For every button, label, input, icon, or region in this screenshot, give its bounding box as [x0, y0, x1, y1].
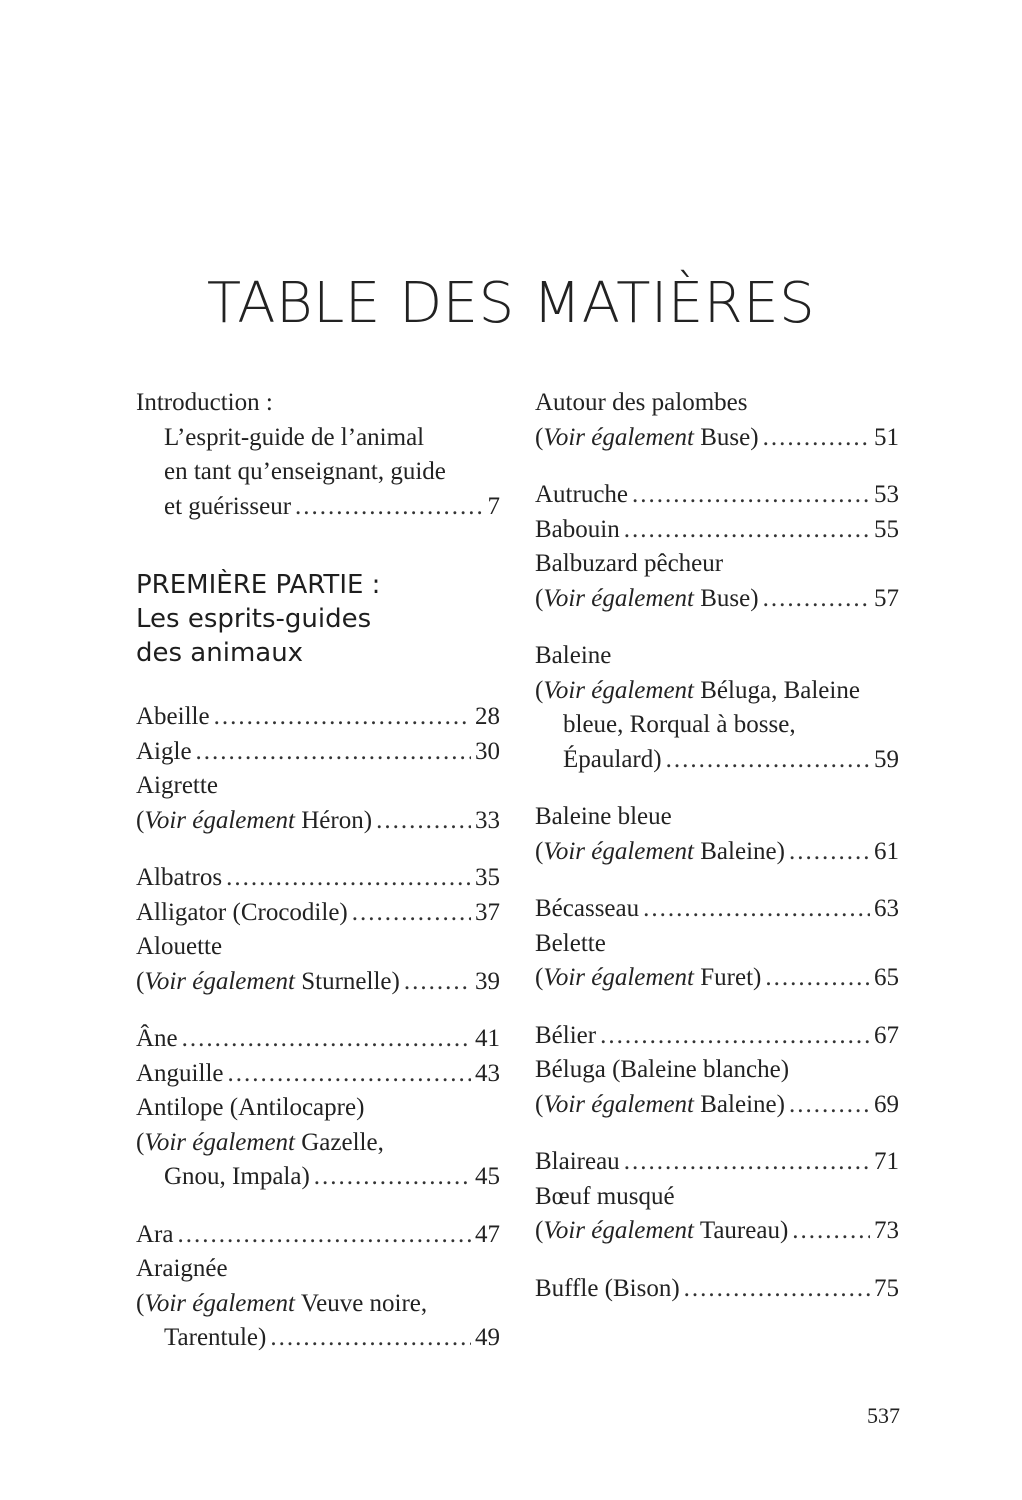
part-heading-line: Les esprits-guides — [136, 604, 372, 634]
page-title: TABLE DES MATIÈRES — [206, 271, 816, 336]
toc-entry-blaireau[interactable] — [535, 1145, 899, 1180]
leader-dots — [789, 1088, 870, 1123]
leader-dots — [314, 1160, 471, 1195]
leader-dots — [632, 478, 870, 513]
see-also-label: Voir également — [543, 1217, 694, 1244]
toc-entry-autruche[interactable] — [535, 478, 899, 513]
see-also-target: Gazelle, — [301, 1128, 384, 1156]
see-also-label: Voir également — [543, 423, 694, 451]
toc-entry-alouette[interactable] — [136, 930, 500, 999]
entry-name: Anguille — [136, 1059, 224, 1087]
page-number: 35 — [475, 864, 500, 891]
toc-entry-belier[interactable] — [535, 1019, 899, 1054]
leader-dots — [643, 892, 870, 927]
entry-line: L’esprit-guide de l’animal — [164, 423, 425, 451]
see-also-label: Voir également — [144, 967, 295, 995]
leader-dots — [214, 700, 471, 735]
page-number: 67 — [874, 1021, 899, 1049]
leader-dots — [404, 965, 471, 1000]
toc-entry-baleine[interactable] — [535, 639, 899, 777]
see-also-target: Baleine — [700, 1090, 777, 1118]
entry-name: Autruche — [535, 481, 629, 508]
page-number: 71 — [874, 1148, 899, 1175]
entry-name: Abeille — [136, 703, 210, 730]
see-also: (Voir également Gazelle, — [136, 1128, 384, 1156]
entry-name: Albatros — [136, 864, 223, 891]
page-number: 75 — [874, 1274, 899, 1302]
see-also-target: Veuve noire, — [300, 1289, 428, 1317]
leader-dots — [792, 1214, 870, 1249]
see-also-label: Voir également — [543, 1090, 694, 1118]
see-also-target: Gnou, Impala — [164, 1163, 302, 1190]
page-folio: 537 — [867, 1403, 900, 1428]
leader-dots — [624, 1145, 870, 1180]
leader-dots — [352, 896, 471, 931]
entry-name: Araignée — [136, 1255, 228, 1282]
see-also-continued: bleue, Rorqual à bosse, — [563, 711, 796, 738]
see-also-target: Buse — [700, 423, 751, 451]
see-also: (Voir également Héron) — [136, 806, 373, 834]
see-also-target: Taureau — [699, 1217, 780, 1244]
see-also-target: Épaulard — [563, 745, 654, 773]
see-also-label: Voir également — [543, 676, 694, 704]
entry-name: Alligator (Crocodile) — [136, 898, 348, 926]
see-also-target: Héron — [301, 806, 364, 834]
page-number: 61 — [874, 837, 899, 865]
page-number: 30 — [475, 737, 500, 765]
see-also-continued: Gnou, Impala) — [164, 1163, 310, 1190]
toc-entry-aigle[interactable] — [136, 735, 500, 770]
see-also: (Voir également Baleine) — [535, 837, 785, 865]
toc-entry-araignee[interactable] — [136, 1252, 500, 1356]
toc-left-column — [136, 386, 500, 1356]
page-number: 45 — [475, 1163, 500, 1190]
see-also: (Voir également Furet) — [535, 964, 762, 991]
toc-entry-ane[interactable] — [136, 1022, 500, 1057]
part-heading — [136, 568, 500, 670]
leader-dots — [763, 582, 870, 617]
toc-entry-alligator[interactable] — [136, 896, 500, 931]
toc-entry-albatros[interactable] — [136, 861, 500, 896]
see-also-label: Voir également — [543, 584, 694, 612]
leader-dots — [270, 1321, 471, 1356]
entry-name: Aigrette — [136, 772, 218, 799]
entry-name: Balbuzard pêcheur — [535, 550, 724, 577]
entry-name: Blaireau — [535, 1148, 620, 1175]
see-also-target: Sturnelle — [301, 967, 392, 995]
entry-name: Béluga (Baleine blanche) — [535, 1056, 790, 1083]
leader-dots — [624, 513, 870, 548]
page-number: 69 — [874, 1090, 899, 1118]
toc-entry-baleine-bleue[interactable] — [535, 800, 899, 869]
entry-line: en tant qu’enseignant, guide — [164, 458, 446, 485]
page-number: 41 — [475, 1025, 500, 1052]
page-number: 33 — [475, 806, 500, 834]
toc-entry-beluga[interactable] — [535, 1053, 899, 1122]
leader-dots — [295, 490, 483, 525]
entry-name: Belette — [535, 929, 606, 957]
part-heading-line: PREMIÈRE PARTIE : — [136, 570, 381, 600]
toc-entry-babouin[interactable] — [535, 513, 899, 548]
part-heading-line: des animaux — [136, 638, 304, 668]
see-also-label: Voir également — [144, 1289, 295, 1317]
see-also: (Voir également Baleine) — [535, 1090, 785, 1118]
entry-name: Bélier — [535, 1021, 597, 1049]
see-also-target: Tarentule — [164, 1324, 259, 1351]
entry-name: Âne — [136, 1025, 178, 1052]
see-also-continued: Tarentule) — [164, 1324, 267, 1351]
leader-dots — [177, 1218, 471, 1253]
see-also-label: Voir également — [144, 806, 295, 834]
page-number: 49 — [475, 1324, 500, 1351]
toc-right-column — [535, 386, 899, 1306]
see-also: (Voir également Béluga, Baleine — [535, 676, 860, 704]
leader-dots — [182, 1022, 471, 1057]
toc-entry-becasseau[interactable] — [535, 892, 899, 927]
page-number: 65 — [874, 964, 899, 991]
see-also: (Voir également Sturnelle) — [136, 967, 400, 995]
leader-dots — [765, 961, 870, 996]
entry-name: Antilope (Antilocapre) — [136, 1094, 365, 1121]
toc-entry-introduction[interactable] — [136, 386, 500, 524]
see-also-target: Baleine — [700, 837, 777, 865]
page-number: 37 — [475, 898, 500, 926]
leader-dots — [600, 1019, 870, 1054]
see-also-target: Buse — [700, 584, 751, 612]
entry-name: Ara — [136, 1220, 174, 1248]
entry-label: Introduction : — [136, 389, 273, 416]
page-number: 51 — [874, 423, 899, 451]
page-number: 63 — [874, 895, 899, 922]
page-number: 57 — [874, 584, 899, 612]
entry-name: Alouette — [136, 933, 223, 960]
see-also-target: Béluga, Baleine — [700, 676, 860, 704]
see-also: (Voir également Buse) — [535, 584, 759, 612]
toc-entry-ara[interactable] — [136, 1218, 500, 1253]
page-number: 28 — [475, 703, 500, 730]
leader-dots — [228, 1057, 472, 1092]
page-number: 73 — [874, 1217, 899, 1244]
entry-name: Babouin — [535, 515, 620, 543]
entry-name: Buffle (Bison) — [535, 1274, 680, 1302]
see-also-label: Voir également — [543, 837, 694, 865]
see-also: (Voir également Veuve noire, — [136, 1289, 428, 1317]
see-also: (Voir également Buse) — [535, 423, 759, 451]
entry-name: Bécasseau — [535, 895, 640, 922]
leader-dots — [763, 421, 870, 456]
toc-entry-boeuf-musque[interactable] — [535, 1180, 899, 1249]
page-number: 53 — [874, 481, 899, 508]
toc-entry-antilope[interactable] — [136, 1091, 500, 1195]
page-number: 55 — [874, 515, 899, 543]
leader-dots — [196, 735, 471, 770]
entry-name: Baleine bleue — [535, 803, 672, 830]
page-number: 59 — [874, 745, 899, 773]
see-also-continued: Épaulard) — [563, 745, 662, 773]
page-number: 43 — [475, 1059, 500, 1087]
see-also-label: Voir également — [543, 964, 694, 991]
entry-name: Baleine — [535, 642, 612, 669]
page-number: 7 — [487, 492, 500, 520]
entry-line: et guérisseur — [164, 492, 292, 520]
see-also-label: Voir également — [144, 1128, 295, 1156]
leader-dots — [376, 804, 471, 839]
entry-name: Aigle — [136, 737, 192, 765]
toc-entry-anguille[interactable] — [136, 1057, 500, 1092]
toc-entry-aigrette[interactable] — [136, 769, 500, 838]
leader-dots — [789, 835, 870, 870]
see-also-target: Furet — [700, 964, 754, 991]
leader-dots — [684, 1272, 870, 1307]
see-also: (Voir également Taureau) — [535, 1217, 789, 1244]
toc-entry-abeille[interactable] — [136, 700, 500, 735]
toc-entry-belette[interactable] — [535, 927, 899, 996]
entry-name: Autour des palombes — [535, 389, 748, 416]
leader-dots — [666, 743, 870, 778]
toc-entry-buffle[interactable] — [535, 1272, 899, 1307]
toc-entry-autour[interactable] — [535, 386, 899, 455]
page-number: 47 — [475, 1220, 500, 1248]
toc-entry-balbuzard[interactable] — [535, 547, 899, 616]
leader-dots — [226, 861, 471, 896]
page-number: 39 — [475, 967, 500, 995]
entry-name: Bœuf musqué — [535, 1182, 675, 1210]
